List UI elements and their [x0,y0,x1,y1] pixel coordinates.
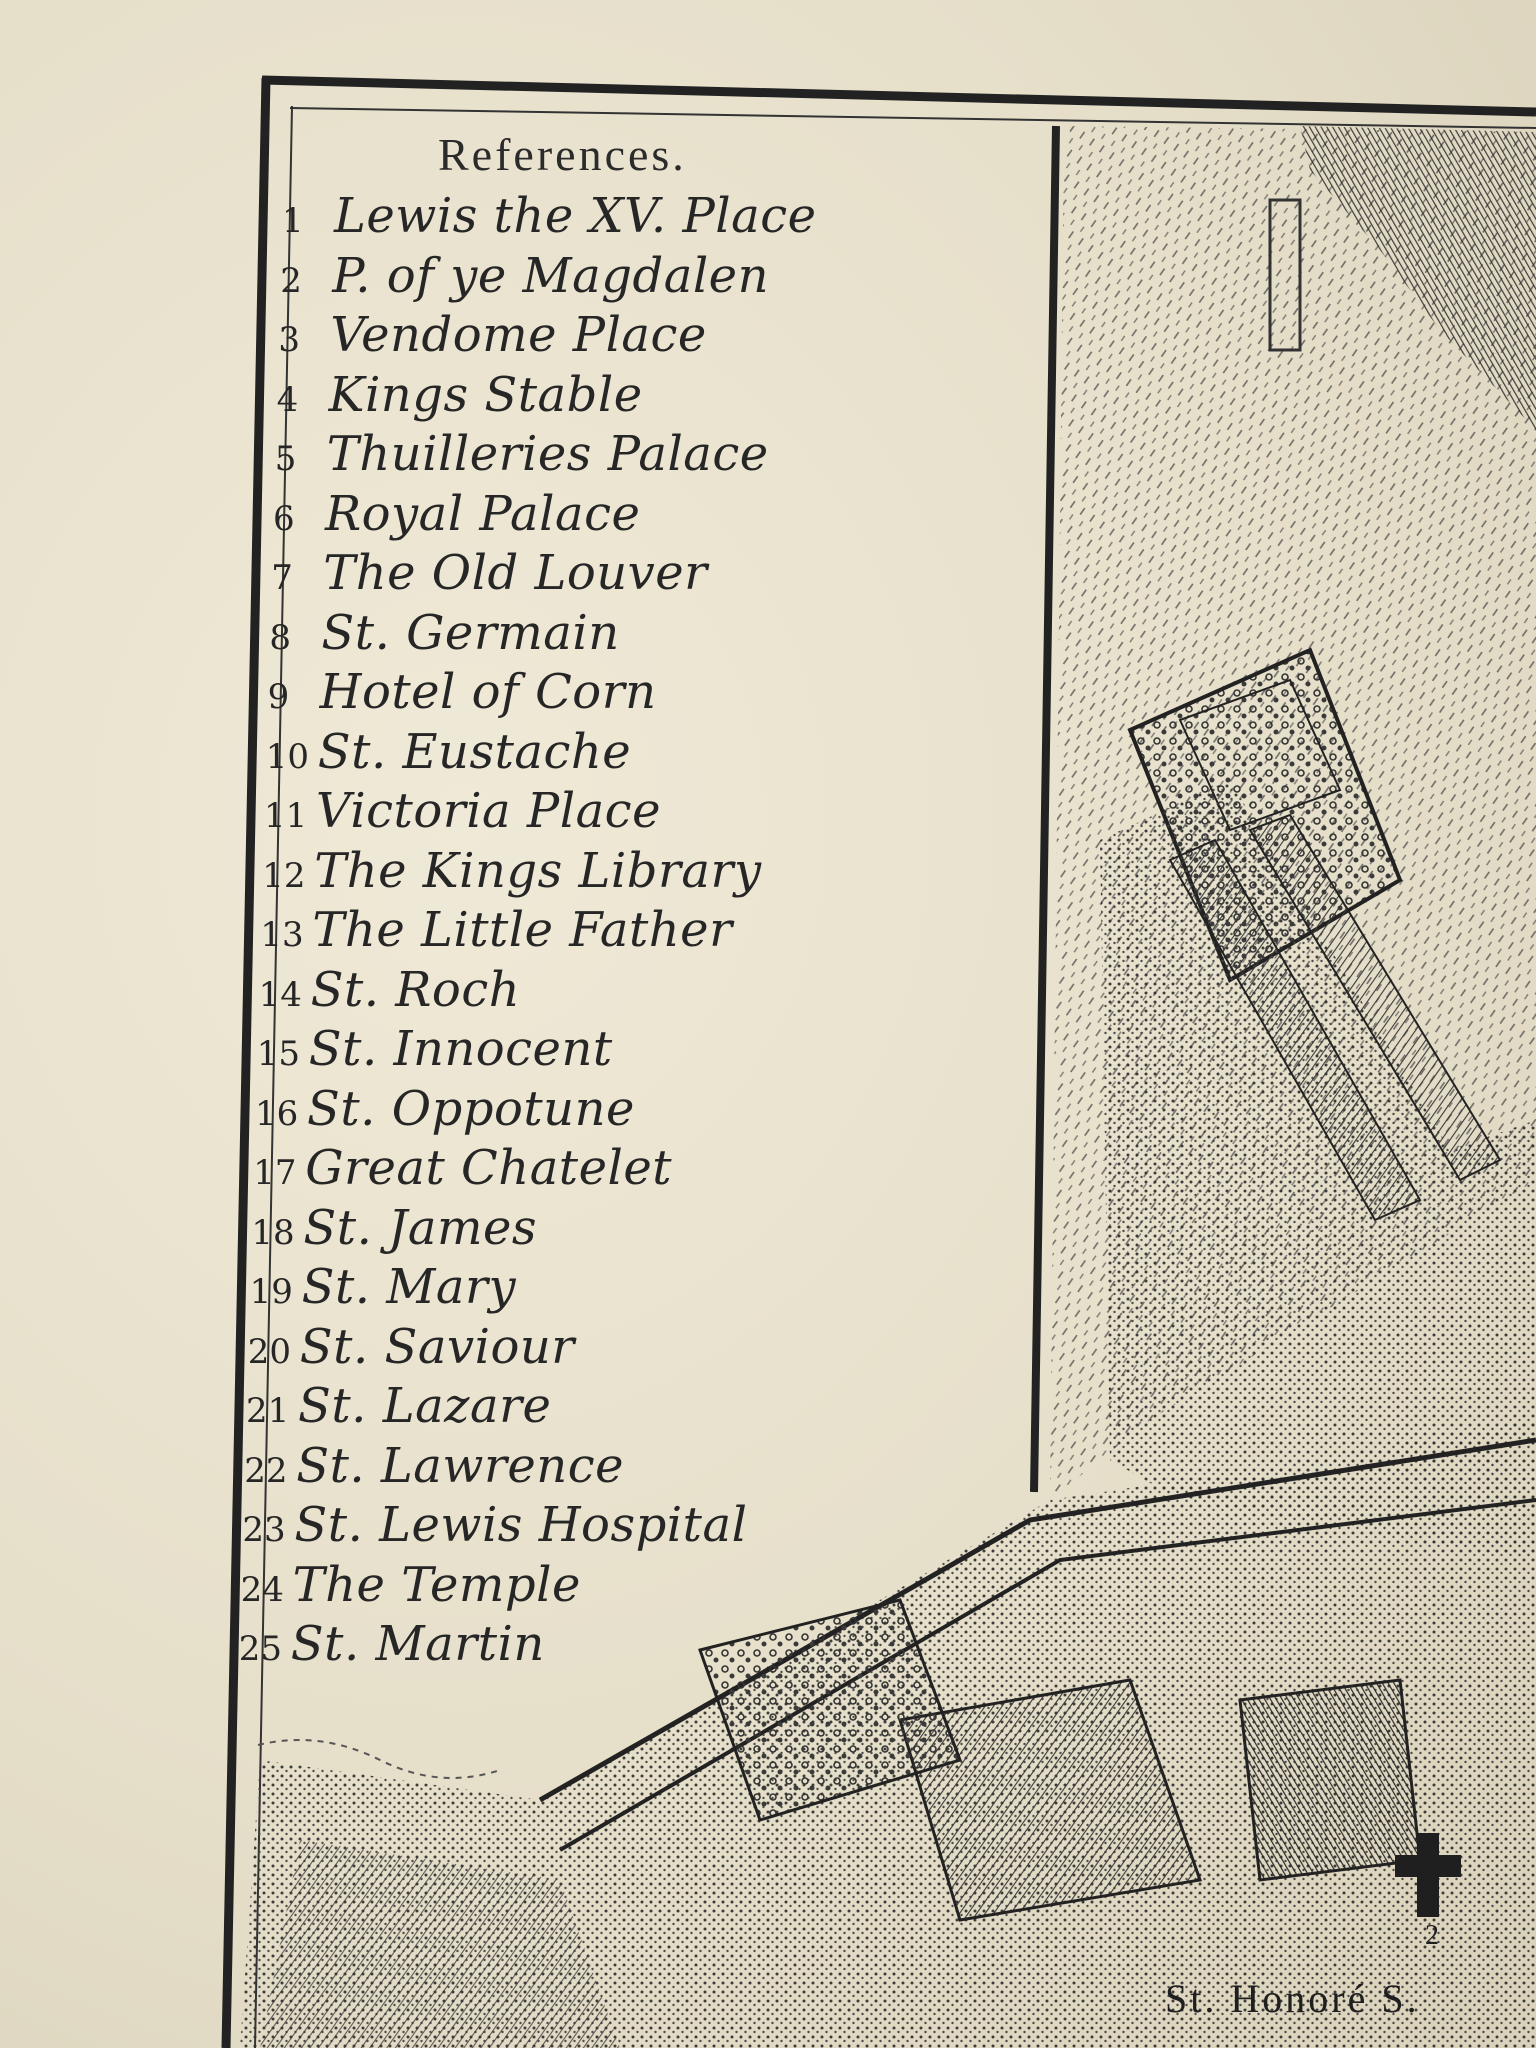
legend-item-number: 4 [276,379,299,420]
legend-item [262,843,761,899]
legend-item-number: 14 [258,974,302,1015]
legend-item-number: 24 [240,1569,284,1610]
legend-item [244,1438,624,1494]
legend-item-name: Victoria Place [316,783,661,839]
legend-item-number: 9 [267,677,290,717]
legend-item-name: Kings Stable [328,366,643,423]
legend-item-number: 8 [269,617,292,658]
legend-item-name: Hotel of Corn [319,664,657,720]
legend-item-name: St. Eustache [317,723,632,780]
legend-item-number: 7 [271,558,293,598]
legend-item-name: P. of ye Magdalen [332,247,769,304]
legend-item [255,1081,635,1137]
legend-item-number: 6 [273,498,295,539]
legend-item-name: Vendome Place [330,307,707,363]
legend-item-name: The Old Louver [323,545,708,601]
legend-item-name: Thuilleries Palace [326,426,769,482]
legend-item-name: The Temple [292,1556,581,1613]
legend-item [280,248,769,304]
legend-item-name: Great Chatelet [305,1140,673,1196]
legend-item [241,1557,581,1613]
place-number-label: 2 [1425,1920,1439,1951]
legend-item-number: 13 [260,915,304,955]
legend-item [275,426,769,482]
legend-item [242,1497,747,1553]
legend-item [253,1140,672,1196]
legend-item [250,1259,517,1315]
legend-item-number: 2 [280,260,302,301]
legend-item-name: St. Roch [310,961,521,1018]
legend-item-number: 10 [265,736,310,777]
legend-item [257,1021,613,1077]
legend-item-number: 23 [242,1510,286,1550]
legend-item [259,962,521,1018]
legend-item-number: 16 [255,1093,299,1134]
legend-item-name: St. Saviour [299,1318,575,1375]
legend-item-number: 22 [244,1450,288,1491]
legend-item [246,1378,551,1434]
legend-item [264,783,661,839]
legend-item-number: 21 [246,1391,290,1431]
legend-item-name: St. Mary [301,1259,517,1315]
legend-item [266,724,631,780]
legend-item-number: 1 [282,201,304,241]
legend-item [277,367,643,423]
legend-item [278,307,706,363]
legend-item-name: St. Oppotune [307,1080,635,1137]
legend-title: References. [438,129,687,180]
legend-item [273,486,640,542]
legend-item-number: 5 [274,439,297,479]
legend-item [268,664,657,720]
street-label: St. Honoré S. [1165,1976,1420,2021]
legend-item-number: 19 [249,1272,293,1312]
legend-item-name: St. Innocent [308,1021,613,1077]
legend-item-name: St. James [303,1199,537,1256]
legend-item-name: St. Martin [290,1616,545,1672]
legend-item [248,1319,575,1375]
legend-item-name: St. Lazare [298,1378,552,1434]
legend-item [251,1200,537,1256]
legend-item [260,902,732,958]
legend-item [269,605,619,661]
legend-item [282,188,817,244]
legend-item-name: St. Lawrence [296,1437,625,1494]
legend-item [271,545,707,601]
legend-item-number: 15 [256,1034,301,1074]
legend-item-number: 12 [262,855,306,896]
legend-item [239,1616,545,1672]
legend-item-number: 11 [264,796,308,836]
legend-item-number: 18 [251,1212,295,1253]
legend-item-name: The Kings Library [314,842,762,899]
lower-hatch-block-3 [1240,1680,1420,1880]
legend-item-name: Royal Palace [325,485,641,542]
legend-item-name: Lewis the XV. Place [334,188,817,244]
legend-item-number: 17 [253,1153,297,1193]
legend-item-name: The Little Father [312,902,733,958]
legend-item-number: 3 [278,320,301,360]
legend-item-number: 20 [247,1331,292,1372]
legend-item-name: St. Lewis Hospital [294,1497,748,1553]
legend-item-number: 25 [238,1629,283,1669]
legend-item-name: St. Germain [321,604,620,661]
